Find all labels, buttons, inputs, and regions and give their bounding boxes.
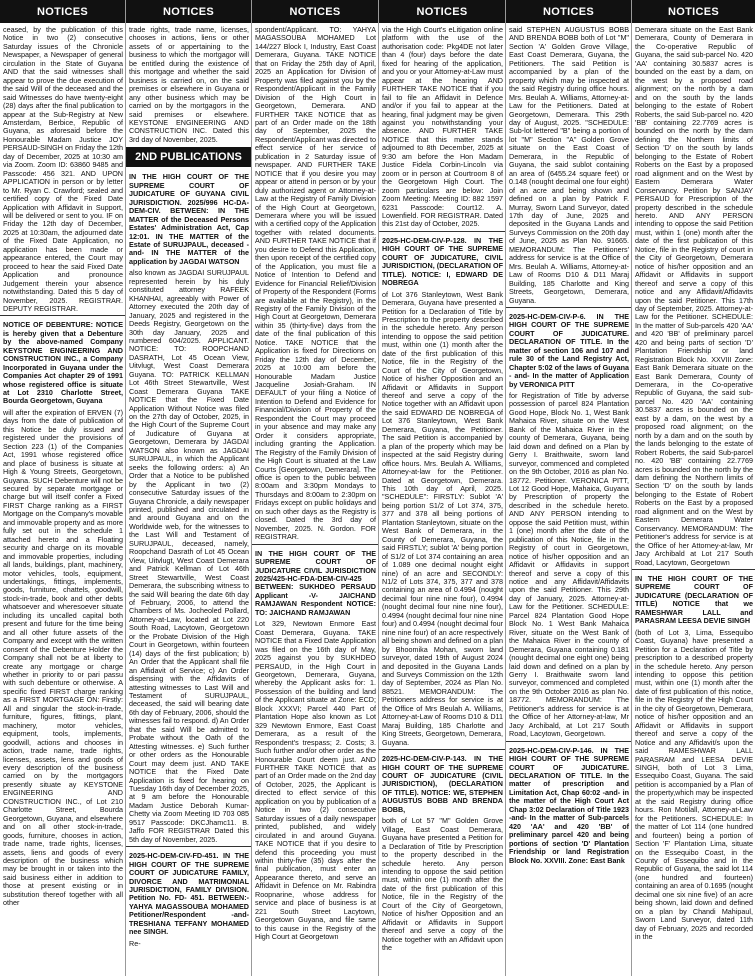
column-3 (252, 0, 378, 976)
notice-heading: NOTICE OF DEBENTURE: NOTICE is hereby given that a Debenture by the above-named Company KEYSTONE ENGINEERING AND CONSTRUCTION INC., a Company Incorporated in Guyana under the Companies Act chapter 29 of 1991 whose registered office is situate at Lot 2310 Charlotte Street, Bourda Georgetown, Guyana (3, 320, 125, 406)
notice-body: Demerara situate on the East Bank Demerara, County of Demerara in the Co-operative Republic of Guyana, the said sub-parcel No. 420 'AA' containing 30.5837 acres is bounded on the east by a dam, on the west by a proposed road alignment; on the north by a dam and on the south by the lands belonging to the estate of Robert Roberts, the said Sub-parcel no. 420 'BB' containing 22.7769 acres is bounded on the north by the dam defining the Northern limits of Section 'D' on the south by lands belonging to the Estate of Robert Roberts on the East by a proposed road alignment and on the West by Eastern Demerara Water Conservancy. Petition by SANJAY PERSAUD for Prescription of the property described in the schedule hereto. AND ANY PERSON intending to oppose the said Petition must, within 1 (one) month after the date of the first publication of this Notice, file in the Registry of court in the City of Georgetown, Demerara notice of his/her opposition and an Affidavit or Affidavits in support thereof and serve a copy of this notice and any Affidavit/Affidavits upon the said Petitioner. This 17th day of September, 2025. Attorney-at-Law for the Petitioner. SCHEDULE: In the matter of Sub-parcels 420 'AA' and 420 'BB' of preliminary parcel 420 and being parts of section 'D' Plantation Friendship or land Registration Block No. XXVIII Zone: East Bank Demerara situate on the East Bank Demerara, County of Demerara, in the Co-operative Republic of Guyana, the said sub-parcel No. 420 'AA' containing 30.5837 acres is bounded on the east by a dam, on the west by a proposed road alignment; on the north by a dam and on the south by the lands belonging to the estate of Robert Roberts, the said Sub-parcel no. 420 'BB' containing 22.7769 acres is bounded on the north by the dam defining the Northern limits of Section 'D' on the south by lands belonging to the Estate of Robert Roberts on the East by a proposed road alignment and on the West by Eastern Demerara Water Conservancy. MEMORANDUM: The Petitioner's address for service is at the Office of her Attorney-at-law, Mr Jacy Archibald at Lot 217 South Road, Lacytown, Georgetown (635, 25, 755, 567)
notice-divider (379, 749, 505, 750)
column-5 (506, 0, 631, 976)
notice-body: Re- (129, 938, 141, 948)
notice-body: both of Lot 57 "M" Golden Grove Village, East Coast Demerara, Guyana have presented a Petition for a Declaration of Title by Prescription to the property described in the schedule hereto. Any person intending to oppose the said petition must, within one (1) month after the date of the first publication of this Notice, file in the Registry of the Court of the City of Georgetown, Notice of his/her Opposition and an Affidavit or Affidavits in Support thereof and serve a copy of the Notice together with an Affidavit upon the (382, 816, 505, 953)
notice-heading: 2025-HC-DEM-CIV-P-146. IN THE HIGH COURT OF THE SUPREME COURT OF JUDICATURE. DECLARATION OF TITLE. In the matter of prescription and Limitation Act, Chap 60:02 -and- in the matter of the High Court Act Chap 3:02 Declaration of Title 1923 -and- In the matter of Sub-parcels 420 'AA' and 420 'BB' of preliminary parcel 420 and being portions of section 'D' Plantation Friendship or land Registration Block No. XXVIII. Zone: East Bank (509, 745, 631, 865)
notice-heading: 2025-HC-DEM-CIV-P-143. IN THE HIGH COURT OF THE SUPREME COURT OF JUDICATURE (CIVIL JURISDICTION), (DECLARATION OF TITLE). NOTICE: WE, STEPHEN AUGUSTUS BOBB AND BRENDA BOBB, (382, 754, 505, 814)
notice-divider (126, 846, 251, 847)
notice-body: Lot 329, Newtown Enmore East Coast Demerara, Guyana. TAKE NOTICE that a Fixed Date Application was filed on the 16th day of May, 2025 against you by SUKHDEO PERSAUD, in the High Court in Georgetown, Demerara, Guyana, whereby the Applicant asks for: 1. Possession of the building and land of the Applicant situate at Zone: ECD; Block XXXVI; Parcel 440 Part of Plantation Hope also known as Lot 329 Newtown Enmore, East Coast Demerara, as a result of the Respondent's trespass; 2. Costs; 3. Such further and/or other order as the Honourable Court deem just. AND FURTHER TAKE NOTICE that as part of an Order made on the 2nd day of October, 2025, the Applicant is directed to effect service of this application on you by publication of a Notice in two (2) consecutive Saturday issues of a daily newspaper printed, published, and widely circulated in and around Guyana. TAKE NOTICE that if you desire to defend this proceeding you must within thirty-five (35) days after the final publication, must enter an Appearance thereto, and serve an Affidavit in Defence on Mr. Rabindra Roopnarine, whose address for service and place of business is at 221 South Street Lacytown, Georgetown Guyana, and file same to this cause in the Registry of the High Court at Georgetown (255, 619, 378, 942)
notice-body: ceased, by the publication of this Notice in two (2) consecutive Saturday issues of the Chronicle Newspaper, a Newspaper of general circulation in the State of Guyana AND that the said witnesses shall appear to prove the due execution of the said Will of the deceased and the said Witnesses do have twenty-eight (28) days after the final publication to appear at the Sub-Registry at New Amsterdam, Berbice, Republic of Guyana, as aforesaid before the Honourable Madam Justice JOY PERSAUD-SINGH on Friday the 12th day of December, 2025 at 10:30 am via Zoom. Zoom ID: 63860 9485 and Passcode: 456 321. AND UPON APPLICATION in person or by letter to Mr. Ryan C. Crawford; sealed and certified copy of the Fixed Date Application with Affidavit in Support, will be delivered or sent to you. IF on Friday the 12th day of December, 2025 at 10:30am, the adjourned date of the Fixed Date Application, no application has been made or appearance entered, the Court may proceed to hear the said Fixed Date Application and pronounce Judgement therein your absence notwithstanding. Dated this 5 day of November, 2025. REGISTRAR. DEPUTY REGISTRAR. (3, 25, 125, 313)
column-heading: NOTICES (632, 0, 755, 23)
notice-body: also known as JAGDAI SURUJPAUL represented herein by his duly constituted attorney RAFEEK KHANHAI, agreeably with Power of Attorney executed the 20th day of January, 2025 and registered in the Deeds Registry, Georgetown on the 30th day January, 2025 and numbered 604/2025. APPLICANT. NOTICE: TO: ROOPCHAND DASRATH, Lot 45 Ocean View, Uitvlugt, West Coast Demerara Guyana. TO: PATRICK KELLMAN Lot 46th Street Stewartville, West Coast Demerara Guyana TAKE NOTICE that the Fixed Date Application Without Notice was filed on the 27th day of October, 2025, in the High Court of the Supreme Court of Judicature of Guyana at Georgetown, Demerara by JAGDAI WATSON also known as JAGDAI SURUJPAUL, in which the Applicant seeks the following orders: a) An Order that a Notice to be published by the Applicant in two (2) consecutive Saturday issues of the Guyana Chronicle, a daily newspaper printed, published and circulated in and around Guyana and on the Worldwide web, for the witnesses to the Last Will and Testament of SURUJPAUL, deceased, namely, Roopchand Dasrath of Lot 45 Ocean View, Uitvlugt, West Coast Demerara and Patrick Kellman of Lot 46th Street Stewartville, West Coast Demerara, the subscribing witness to the said Will bearing the date 6th day of February, 2006, to attend the Chambers of Ms. Jocheoled Pollard, Attorney-at-Law, located at Lot 220 South Road, Lacytown, Georgetown or the Probate Division of the High Court in Georgetown, within fourteen (14) days of the first publication; b) An Order that the Applicant shall file an Affidavit of Service; c) An Order dispensing with the Affidavits of attesting witnesses to Last Will and Testament of SURUJPAUL, deceased, the said will bearing date 6th day of February, 2006, should the witnesses fail to respond. d) An Order that the said Will be admitted to Probate without the Oath of the Attesting witnesses. e) Such further or other orders as the Honourable Court may deem just. AND TAKE NOTICE that the Fixed Date Application is fixed for hearing on Tuesday 16th day of December 2025, at 9 am before the Honourable Madam Justice Deborah Kumar-Chetty via Zoom Meeting ID 703 085 9517 Passcode: DKCJhamc11. B. Jaffo FOR REGISTRAR Dated this 5th day of November, 2025. (129, 268, 251, 844)
notice-body: of Lot 376 Stanleytown, West Bank Demerara, Guyana have presented a Petition for a Declaration of Title by Prescription to the property described in the schedule hereto. Any person intending to oppose the said petition must, within one (1) month after the date of the first publication of this Notice, file in the Registry of the Court of the City of Georgetown, Notice of his/her Opposition and an Affidavit or Affidavits in Support thereof and serve a copy of the Notice together with an Affidavit upon the said EDWARD DE NOBREGA of Lot 376 Stanleytown, West Bank Demerara, Guyana, the Petitioner. The said Petition is accompanied by a plan of the property which may be inspected at the said Registry during office hours. Mrs. Beulah A. Williams, Attorney-at-law for the Petitioner. Dated at Georgetown, Demerara. This 10th day of April, 2025. "SCHEDULE": FIRSTLY: Sublot 'A' being portion S1/2 of Lot 374, 375, 377 and 378 all being portions of Plantation Stanleytown, situate on the West Bank of Demerara, in the County of Demerara, Guyana, the said FIRSTLY; sublot 'A' being portion of S1/2 of Lot 374 containing an area of 1.089 one decimal nought eight nine) of an acre and SECONDLY: N1/2 of Lots 374, 375, 377 and 378 containing an area of 0.4994 (nought decimal four nine nine four), 0.4994 (nought decimal four nine nine four), 0.4994 (nought decimal four nine nine four) and 0.4994 (nought decimal four nine nine four) of an acre respectively all being shown and defined on a plan by Bhoomika Mohan, sworn land surveyor, dated 19th of August 2024 and deposited in the Guyana Lands and Surveys Commission on the 12th day of September, 2024 as Plan No. 88521. MEMORANDUM: The Petitioners address for service is at the Office of Mrs Beulah A. Williams, Attorney-at-Law of Rooms D10 & D11 Maraj Building, 185 Charlotte and King Streets, Georgetown, Demerara, Guyana. (382, 289, 505, 747)
column-heading: NOTICES (506, 0, 631, 23)
column-4 (379, 0, 505, 976)
column-6 (632, 0, 755, 976)
column-heading: NOTICES (126, 0, 251, 23)
notice-heading: 2025-HC-DEM-CIV-P-128. IN THE HIGH COURT OF THE SUPREME COURT OF JUDICATURE, CIVIL JURISDICTION, (DECLARATION OF TITLE). NOTICE: I, EDWARD DE NOBREGA (382, 235, 505, 288)
notice-divider (632, 569, 755, 570)
notice-heading: IN THE HIGH COURT OF THE SUPREME COURT OF JUDICATURE OF GUYANA CIVIL JURISDICTION. 2025/996 HC-DA-DEM-CIV. BETWEEN: IN THE MATTER of the Deceased Persons Estates' Administration Act, Cap 12:01. IN THE MATTER of the Estate of SURUJPAUL, deceased - and- IN THE MATTER of the application by JAGDAI WATSON (129, 172, 251, 266)
notice-divider (252, 544, 378, 545)
notice-body: (both of Lot 3, Lima, Essequibo Coast, Guyana) have presented a Petition for a Declaration of Title by prescription to a described property in the schedule hereto. Any person intending to oppose this petition must, within one (1) month after the date of first publication of this notice, file in the Registry of the High Court in the city of Georgetown, Demerara, notice of his/her opposition and an Affidavit or Affidavits in support thereof and serve a copy of the Notice and any Affidavit/s upon the said RAMESHWAR LALL PARASRAM and LEESA DEVIE SINGH, both of Lot 3 Lima, Essequibo Coast, Guyana. The said petition is accompanied by a Plan of the property,which may be inspected at the said Registry during office hours. Ron Motilall, Attorney-at-Law for the Petitioners. SCHEDULE: In the matter of Lot 114 (one hundred and fourteen) being a portion of Section 'F' Plantation Lima, situate on the Essequibo Coast, in the County of Essequibo and in the Republic of Guyana, the said lot 114 (one hundred and fourteen) containing an area of 0.1695 (nought decimal one six nine five) of an acre being shown, laid down and defined on a plan by Chandi Mahipaul, Sworn Land Surveyor, dated 11th day of February, 2025 and recorded in the (635, 627, 755, 942)
section-heading: 2ND PUBLICATIONS (126, 147, 251, 167)
notice-divider (506, 307, 631, 308)
notice-divider (0, 315, 125, 316)
notice-body: via the High Court's eLitigation online platform with the use of the authorisation code: Pkg4DE not later than 4 (four) days before the date fixed for hearing of the application, and you or your Attorney-at-Law must appear at the hearing AND FURTHER TAKE NOTICE that if you fail to file an Affidavit in Defence and/or if you fail to appear at the hearing, final judgment may be given against you notwithstanding your absence. AND FURTHER TAKE NOTICE that this matter stands adjourned to 8th December, 2025 at 9:30 am before the Hon Madam Justice Fidela Corbin-Lincoln via zoom or in person at Courtroom 8 of the Georgetown High Court. The zoom particulars are below: Join Zoom Meeting: Meeting ID: 882 1597 6231 Passcode: Court12. A. Lowenfield. FOR REGISTRAR. Dated this 21st day of October, 2025. (382, 25, 505, 229)
column-heading: NOTICES (252, 0, 378, 23)
notice-heading: IN THE HIGH COURT OF THE SUPREME COURT OF JUDICATURE CIVIL JURISDICTION 2025/425-HC-FDA-DEM-CIV-425 BETWEEN: SUKHDEO PERSAUD Applicant -V- JAICHAND RAMJAWAN Respondent NOTICE: TO: JAICHAND RAMJAWAN (255, 548, 378, 617)
notice-body: for Registration of Title by adverse possession of parcel 824 Plantation Good Hope, Block No. 1, West Bank Mahaica River, situate on the West Bank of the Mahaica River in the county of Demerara, Guyana, being laid down and defined on a Plan by Gerry I. Braithwaite, sworn land surveyor, commenced and completed on the 9th October, 2016 as plan No. 18772. Petitioner. VERONICA PITT, Lot 12 Good Hope, Mahaica, Guyana by Prescription of property the described in the schedule hereto. AND ANY PERSON intending to oppose the said Petition must, within 1 (one) month after the date of the publication of this Notice, file in the Registry of court in Georgetown, notice of his/her opposition and an Affidavit or Affidavits in support thereof and serve a copy of this notice and any Affidavit/Affidavits upon the said Petitioner. This 29th day of January, 2025. Attorney-at-Law for the Petitioner. SCHEDULE: Parcel 824 Plantation Good Hope Block No. 1 West Bank Mahaica River, situate on the West Bank of the Mahaica River in the county of Demerara, Guyana containing 0.181 (nought decimal one eight one) being laid down and defined on a plan by Gerry I. Braithwaite sworn land surveyor, commenced and completed on the 9th October 2016 as plan No. 18772. MEMORANDUM: The Petitioner's address for service is at the Office of her Attorney-at-law, Mr Jacy Archibald, at Lot 217 South Road, Lacytown, Georgetown. (509, 391, 631, 739)
notice-heading: 2025-HC-DEM-CIV-FD-451. IN THE HIGH COURT OF THE SUPREME COURT OF JUDICATURE FAMILY, DIVORCE AND MATRIMONIAL JURISDICTION, FAMILY DIVISION. Petition No. FD- 451. BETWEEN:- YAHYA MAGASSOUBA MOHAMED Petitioner/Respondent -and- TRESHIANA TEFFANY MOHAMED nee SINGH. (129, 851, 251, 937)
column-heading: NOTICES (0, 0, 125, 23)
notice-heading: 2025-HC-DEM-CIV-P-6. IN THE HIGH COURT OF THE SUPREME COURT OF JUDICATURE. DECLARATION OF TITLE. In the matter of section 106 and 107 and rule 30 of the Land Registry Act, Chapter 5:02 of the laws of Guyana - and- In the matter of Application by VERONICA PITT (509, 311, 631, 389)
notice-body: spondent/Applicant. TO: YAHYA MAGASSOUBA MOHAMED Lot 144/227 Block I, Industry, East Coast Demerara, Guyana. TAKE NOTICE that on Friday the 25th day of April, 2025 an Application for Division of Property was filed against you by the Respondent/Applicant in the Family Division of the High Court in Georgetown, Demerara. AND FURTHER TAKE NOTICE that as part of an Order made on the 18th day of September, 2025 the Respondent/Applicant was directed to effect service of her service of publication in 2 Saturday issue of newspaper. AND FURTHER TAKE NOTICE that if you desire you may appear or attend in person or by your duly authorized agent or Attorney-at-Law at the Registry of Family Division of the High Court at Georgetown, Demerara where you will be issued with a certified copy of the Application together with related documents. AND FURTHER TAKE NOTICE that if you desire to Defend this Application, then upon receipt of the certified copy of the Application, you must file a Notice of Intention to Defend and Evidence for Financial Relief/Division of Property of the Respondent (Forms are available at the Registry), in the Registry of the Family Division of the High Court at Georgetown, Demerara within 35 (thirty-five) days from the date of the final publication of this Notice. TAKE NOTICE that the Application is fixed for Directions on Friday the 12th day of December, 2025 at 10:00 am before the Honourable Madam Justice Jacqueline Josiah-Graham. IN DEFAULT of your filing a Notice of Intention to Defend and Evidence for Financial/Division of Property of the Respondent the Court may proceed in your absence and may make any Order it considers appropriate, including granting the Application. The Registry of the Family Division of the High Court is situated at the Law Courts [Georgetown, Demerara]. The office is open to the public between 8:00am and 3:30pm Mondays to Thursdays and 8:00am to 2:30pm on Fridays except on public holidays and on such other days as the Registry is closed. Dated the 3rd day of November, 2025. N. Gordon. FOR REGISTRAR. (255, 25, 378, 542)
notice-divider (379, 231, 505, 232)
notice-body: said STEPHEN AUGUSTUS BOBB AND BRENDA BOBB both of Lot "M" Section 'A' Golden Grove Village, East Coast Demerara, Guyana, the Petitioners. The said Petition is accompanied by a plan of the property which may be inspected at the said Registry during office hours. Mrs. Beulah A. Williams, Attorney-at-Law for the Petitioners. Dated at Georgetown, Demerara. This 29th day of August, 2025. "SCHEDULE: Sub-lot lettered "B" being a portion of lot "M" Section "A" Golden Grove situate on the East Coast of Demerara, in the Republic of Guyana, the said sublot containing an area of (6455.24 square feet) or 0.148 (nought decimal one four eight) of an acre and being shown and defined on a plan by Patrick F. Murray, Sworn Land Surveyor, dated 17th day of June, 2025 and deposited in the Guyana Lands and Surveys Commission on the 20th day of June, 2025 as Plan No. 91665. MEMORANDUM: The Petitioners' address for service is at the Office of Mrs. Beulah A. Williams, Attorney-at-Law of Rooms D10 & D11 Maraj Building, 185 Charlotte and King Streets, Georgetown, Demerara, Guyana. (509, 25, 631, 305)
column-1 (0, 0, 125, 976)
column-heading: NOTICES (379, 0, 505, 23)
notice-divider (506, 741, 631, 742)
notice-body: trade rights, trade name, licenses, chooses in actions, liens or other assets of or appertaining to the business to which the mortgagor will be entitled during the existence of this mortgage and whether the said business is carried on, on the said premises or elsewhere in Guyana or any other business which may be carried on by the mortgagors in the said premises or elsewhere. KEYSTONE ENGINEERING AND CONSTRUCTION INC. Dated this 3rd day of November, 2025. (129, 25, 251, 144)
column-2 (126, 0, 251, 976)
notice-heading: IN THE HIGH COURT OF THE SUPREME COURT OF JUDICATURE (DECLARATION OF TITLE) NOTICE that we RAMESHWAR LALL and PARASRAM LEESA DEVIE SINGH (635, 574, 755, 626)
notice-body: will after the expiration of ERVEN (7) days from the date of publication of this Notice be duly issued and registered under the provisions of Section 223 (1) of the Companies Act, 1991 whose registered office and place of business is situate at High & Young Streets, Georgetown, Guyana. SUCH Debenture will not be secured by separate mortgage or charge but will itself confer a Fixed FIRST Charge ranking as a FIRST Mortgage on the Company's movable and immovable property and as more fully set out in the schedule 1 attached hereto and a Floating security and charge on its movable and immovable properties, including all lands, buildings, plant, machinery, motor vehicles, tools, equipment, undertakings, fittings, implements, goods, furniture, chattels, goodwill, stock-in-trade, book and other debts whatsoever and wheresoever situate including its uncalled capital both present and future for the time being and all other future assets of the Company and except with the written consent of the Debenture Holder the Company shall not be at liberty to create any mortgage or charge whether in priority to or pari passu with such debenture or otherwise. A specific fixed FIRST charge ranking as a FIRST MORTGAGE ON: Firstly: All and singular the stock-in-trade, furniture, figures, fittings, plant, machinery, motor vehicles, equipment, tools, implements, goodwill, actions and chooses in action, trade name, trade rights, licenses, assets, lens and goods of every description of the business carried on by the mortgagors presently situate ay KEYSTONE ENGINEERING AND CONSTRUCTION INC., of Lot 210 Charlotte Street, Bourda Georgetown, Guyana, and elsewhere and on all other stock-in-trade, goods, furniture, chooses in action, trade name, trade rights, licenses, assets, liens and goods of every description of the business which may be brought in or taken into the said business either in addition to those at present existing or in substitution thereof together with all other (3, 407, 125, 908)
